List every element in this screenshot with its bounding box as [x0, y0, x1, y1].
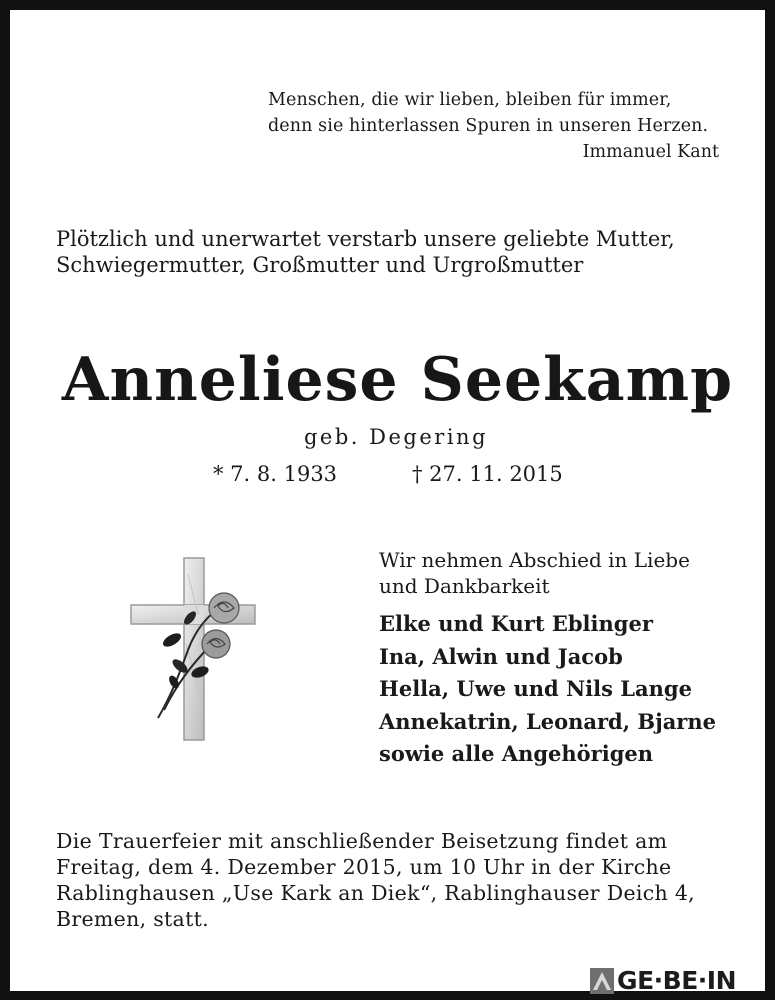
- mourner-entry: Elke und Kurt Eblinger: [379, 611, 653, 636]
- quote-line: denn sie hinterlassen Spuren in unseren Herzen.: [268, 116, 709, 136]
- farewell-text: [379, 547, 690, 599]
- mourner-entry: Hella, Uwe und Nils Lange: [379, 676, 692, 701]
- service-line: Die Trauerfeier mit anschließender Beisetzung findet am: [56, 829, 668, 853]
- mourner-entry: Annekatrin, Leonard, Bjarne: [379, 708, 717, 734]
- quote-line: Menschen, die wir lieben, bleiben für immer,: [268, 90, 672, 110]
- farewell-line: und Dankbarkeit: [379, 574, 550, 598]
- cross-with-roses-icon: [128, 554, 268, 746]
- birth-date: * 7. 8. 1933: [213, 462, 338, 486]
- service-line: Bremen, statt.: [56, 907, 209, 931]
- logo-text: GE·BE·IN: [617, 966, 736, 995]
- intro-text: [56, 226, 675, 278]
- mourner-entry: Ina, Alwin und Jacob: [379, 643, 623, 669]
- birth-name: geb. Degering: [303, 425, 489, 449]
- quote: [268, 87, 708, 139]
- service-line: Rablinghausen „Use Kark an Diek“, Rablinghauser Deich 4,: [56, 881, 695, 905]
- gebein-logo-icon: [590, 968, 614, 994]
- service-info: [56, 828, 695, 932]
- intro-line: Plötzlich und unerwartet verstarb unsere geliebte Mutter,: [56, 227, 675, 251]
- mourners-list: [379, 608, 716, 771]
- intro-line: Schwiegermutter, Großmutter und Urgroßmutter: [56, 253, 584, 277]
- death-date: † 27. 11. 2015: [412, 462, 563, 486]
- farewell-line: Wir nehmen Abschied in Liebe: [379, 548, 690, 572]
- gebein-logo: [590, 967, 736, 995]
- deceased-name: Anneliese Seekamp: [61, 345, 734, 415]
- quote-author: Immanuel Kant: [582, 142, 719, 162]
- service-line: Freitag, dem 4. Dezember 2015, um 10 Uhr in der Kirche: [56, 855, 672, 879]
- mourner-entry: sowie alle Angehörigen: [379, 741, 654, 766]
